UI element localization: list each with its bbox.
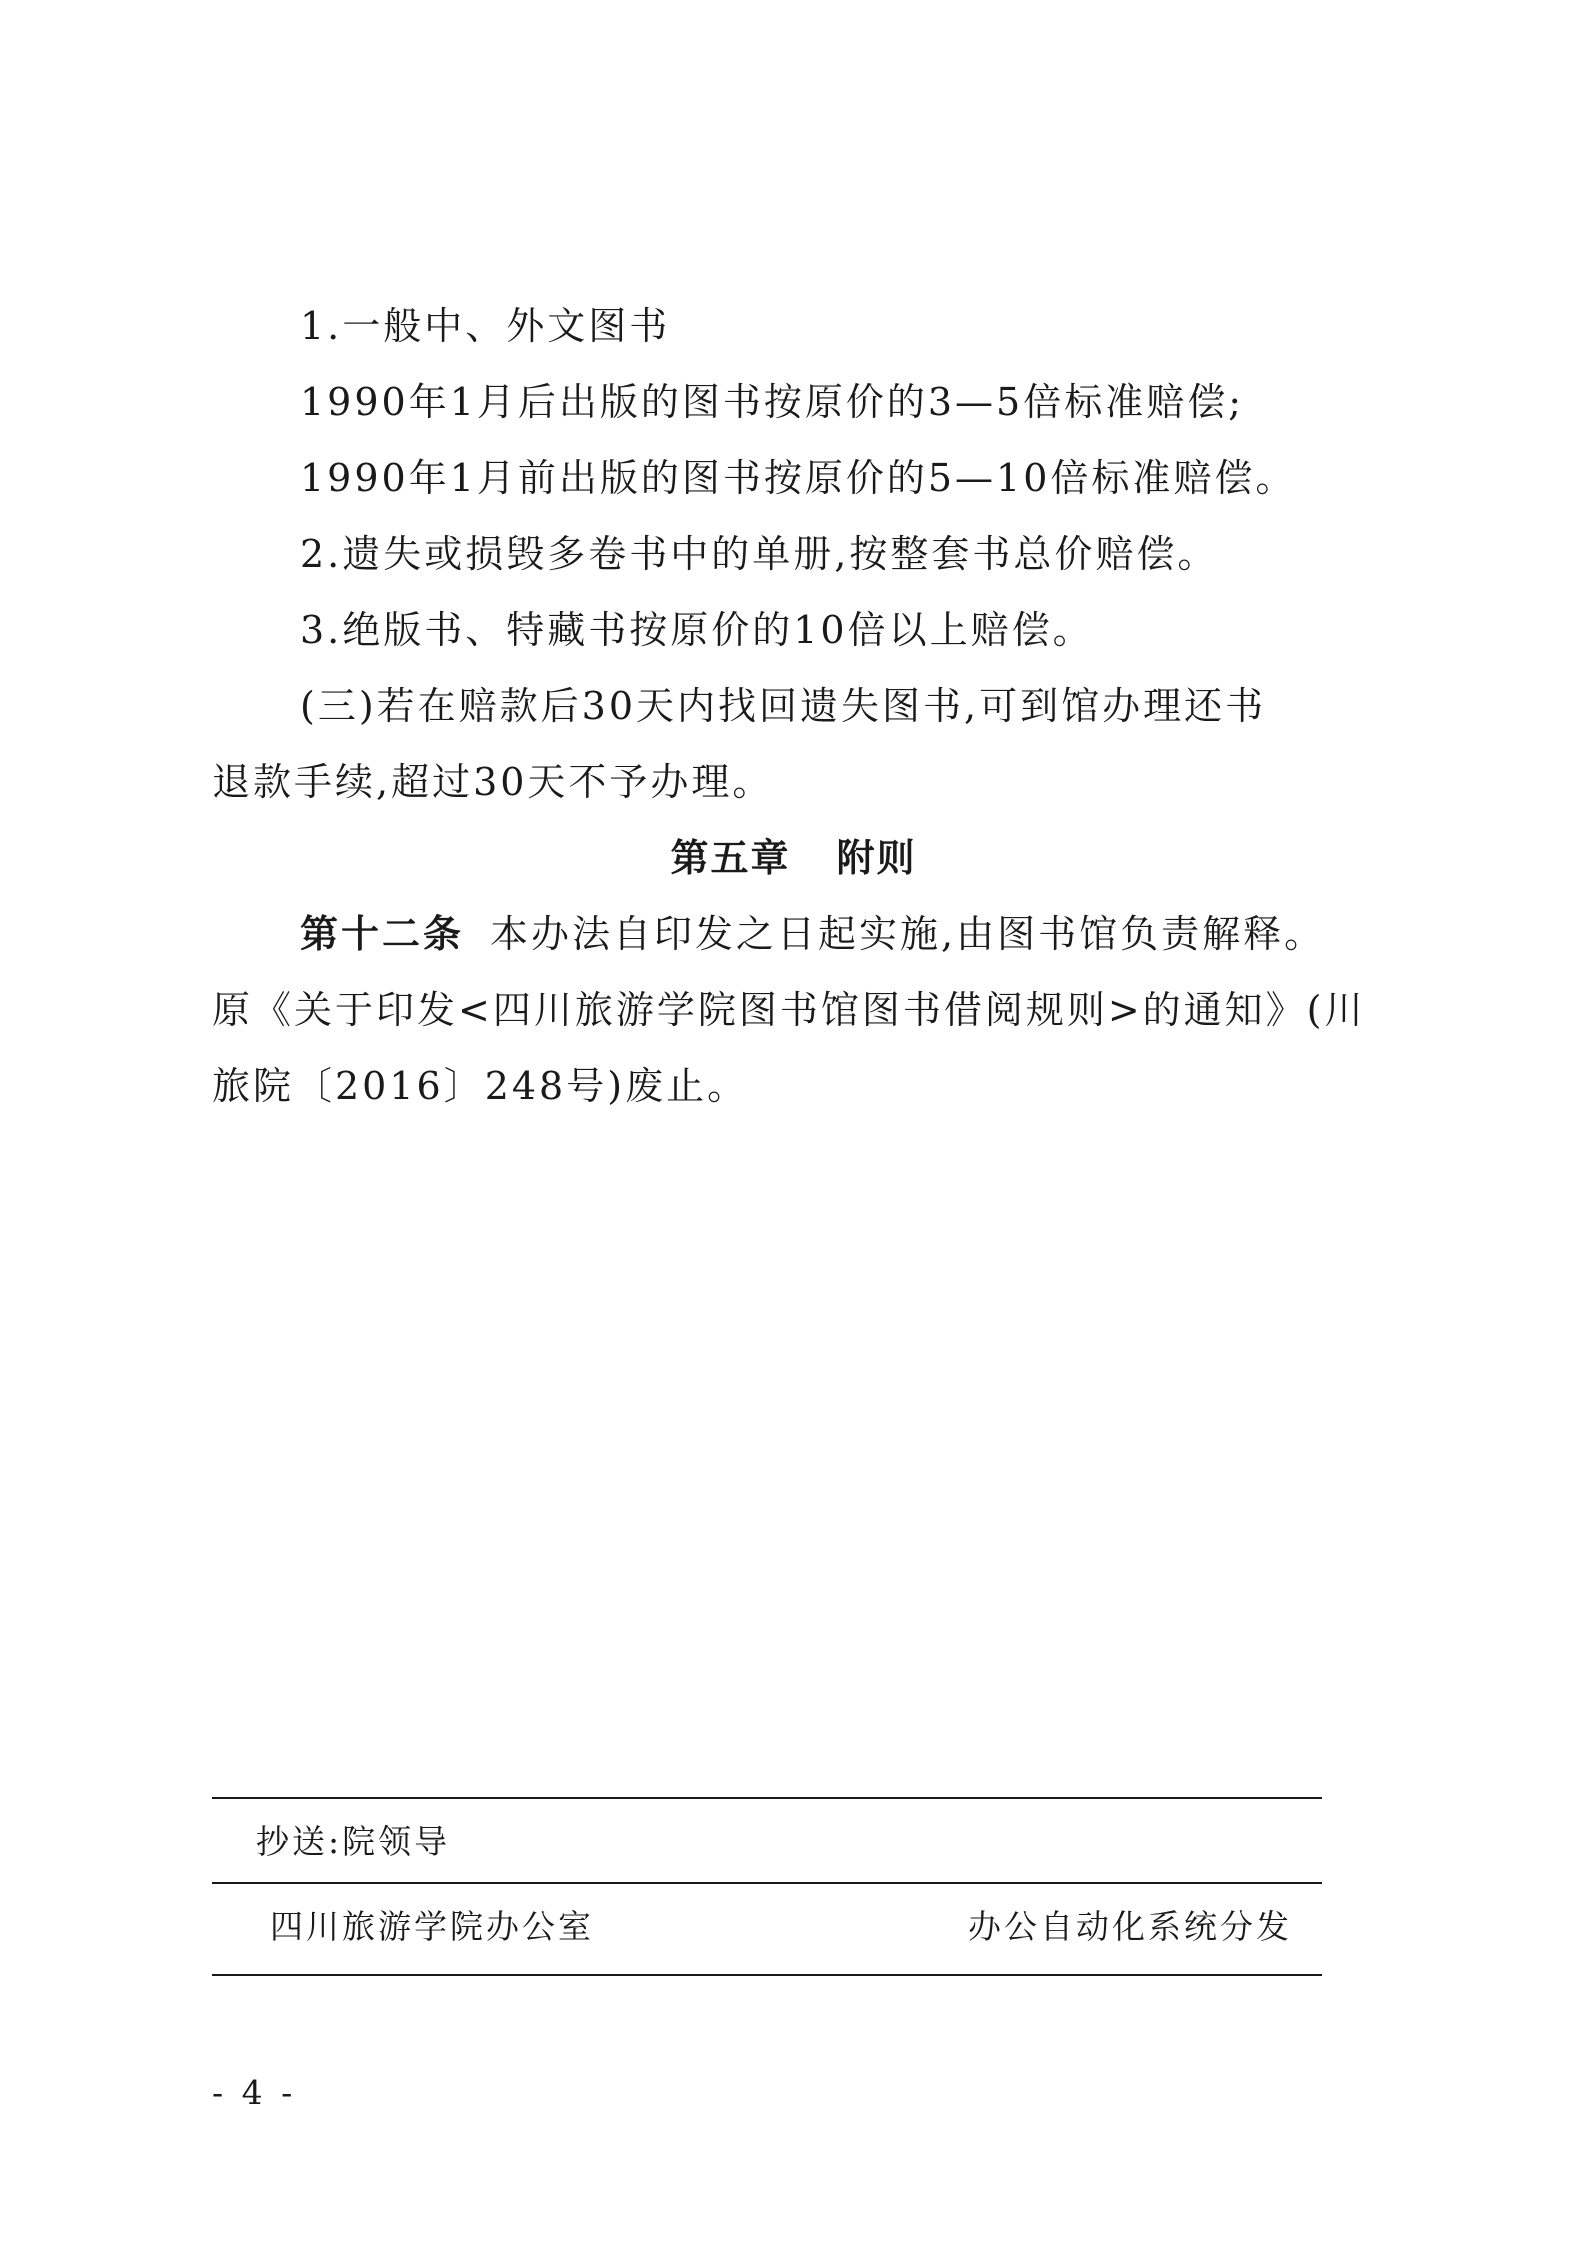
footer-top-rule: [212, 1797, 1322, 1799]
clause-three-line-2: 退款手续,超过30天不予办理。: [212, 760, 774, 804]
clause-three-line-1: (三)若在赔款后30天内找回遗失图书,可到馆办理还书: [300, 684, 1267, 728]
item-rare-books: 3.绝版书、特藏书按原价的10倍以上赔偿。: [300, 608, 1094, 652]
item-multivolume: 2.遗失或损毁多卷书中的单册,按整套书总价赔偿。: [300, 532, 1219, 576]
item-general-books: 1.一般中、外文图书: [300, 304, 671, 348]
article-twelve-label: 第十二条: [300, 912, 465, 956]
footer-bottom-rule: [212, 1974, 1322, 1976]
item-after-1990: 1990年1月后出版的图书按原价的3—5倍标准赔偿;: [300, 380, 1245, 424]
issuing-office: 四川旅游学院办公室: [270, 1907, 594, 1946]
page-number: - 4 -: [212, 2073, 297, 2112]
footer-middle-rule: [212, 1882, 1322, 1884]
distribution-note: 办公自动化系统分发: [968, 1907, 1292, 1946]
chapter-heading: [0, 820, 1587, 896]
article-twelve-line-2: 原《关于印发<四川旅游学院图书馆图书借阅规则>的通知》(川: [212, 988, 1366, 1032]
chapter-title: 附则: [836, 836, 917, 880]
cc-recipients: 抄送:院领导: [256, 1822, 451, 1861]
article-twelve-line-1: [300, 896, 1486, 972]
chapter-number: 第五章: [670, 836, 791, 880]
article-twelve-line-3: 旅院〔2016〕248号)废止。: [212, 1064, 749, 1108]
item-before-1990: 1990年1月前出版的图书按原价的5—10倍标准赔偿。: [300, 456, 1297, 500]
article-twelve-text: 本办法自印发之日起实施,由图书馆负责解释。: [490, 912, 1326, 956]
